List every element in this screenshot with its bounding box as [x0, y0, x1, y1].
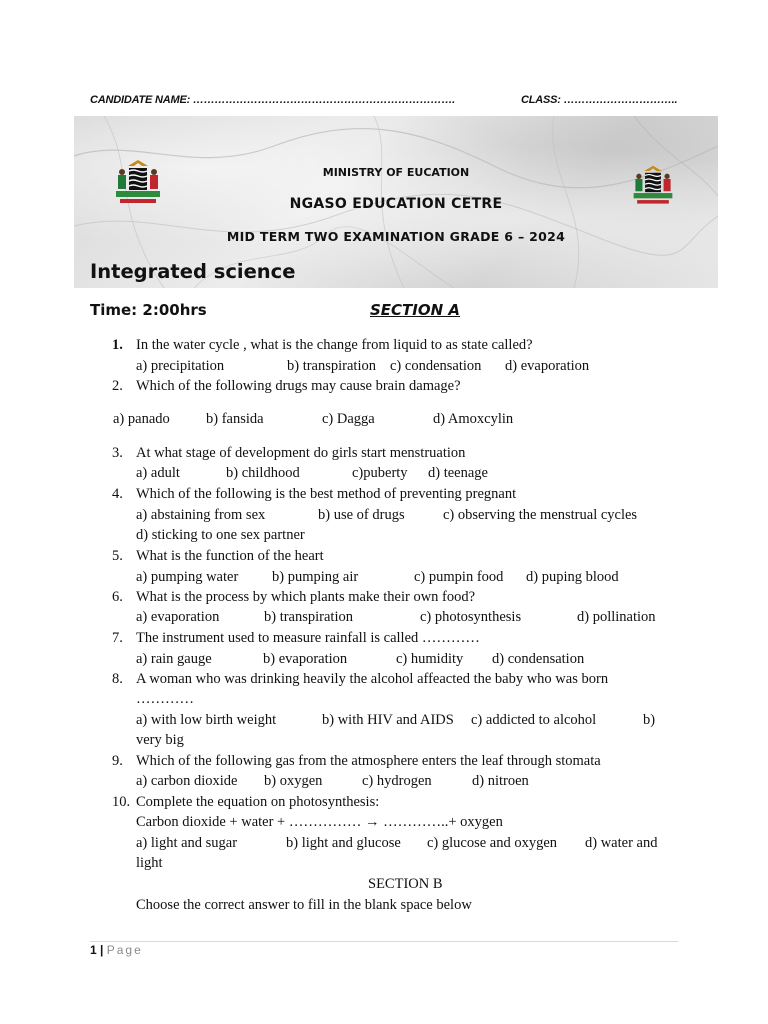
footer-separator: |: [100, 943, 104, 957]
question-text: Which of the following is the best method of preventing pregnant: [136, 486, 517, 502]
section-b-heading: SECTION B: [368, 876, 443, 892]
centre-title: NGASO EDUCATION CETRE: [289, 196, 503, 212]
option-a: a) carbon dioxide: [136, 773, 238, 789]
option-a: a) rain gauge: [136, 651, 212, 667]
option-d: d) nitroen: [472, 773, 529, 789]
question-text: What is the process by which plants make their own food?: [136, 589, 476, 605]
page-number: 1: [90, 943, 97, 957]
option-b: b) use of drugs: [318, 507, 405, 523]
option-c: c) observing the menstrual cycles: [443, 507, 638, 523]
option-b: b) oxygen: [264, 773, 323, 789]
section-a-heading: SECTION A: [370, 301, 461, 319]
question-text: Complete the equation on photosynthesis:: [136, 794, 380, 810]
question-text: What is the function of the heart: [136, 548, 324, 564]
class-label: CLASS: …………………………..: [521, 94, 678, 106]
page-footer: [90, 943, 143, 957]
option-a: a) light and sugar: [136, 835, 238, 851]
question-number: 8.: [112, 671, 123, 687]
equation-text: Carbon dioxide + water + …………… → …………..+ oxygen: [136, 814, 503, 830]
option-d: d) teenage: [428, 465, 488, 481]
option-a: a) pumping water: [136, 569, 239, 585]
question-text: In the water cycle , what is the change from liquid to as state called?: [136, 337, 533, 353]
question-text: Which of the following gas from the atmosphere enters the leaf through stomata: [136, 753, 601, 769]
footer-divider: [90, 941, 678, 942]
option-a: a) evaporation: [136, 609, 220, 625]
option-c: c) humidity: [396, 651, 464, 667]
question-number: 7.: [112, 630, 123, 646]
option-c: c) condensation: [390, 358, 482, 374]
option-a: a) precipitation: [136, 358, 225, 374]
option-c: c) Dagga: [322, 411, 375, 427]
option-d: d) sticking to one sex partner: [136, 527, 305, 543]
question-text-continued: …………: [136, 691, 194, 707]
option-d-prefix: d) water and: [585, 835, 658, 851]
candidate-info-row: [90, 94, 690, 106]
question-number: 1.: [112, 337, 123, 353]
option-d-prefix: b): [643, 712, 656, 728]
option-b: b) fansida: [206, 411, 264, 427]
question-text: A woman who was drinking heavily the alcohol affeacted the baby who was born: [136, 671, 609, 687]
question-text: Which of the following drugs may cause brain damage?: [136, 378, 461, 394]
candidate-name-label: CANDIDATE NAME: ……………………………………………………………….: [90, 94, 455, 106]
option-c: c)puberty: [352, 465, 408, 481]
option-d: d) pollination: [577, 609, 656, 625]
option-b: b) childhood: [226, 465, 300, 481]
option-c: c) glucose and oxygen: [427, 835, 558, 851]
option-d-text: light: [136, 855, 163, 871]
option-b: b) transpiration: [287, 358, 376, 374]
question-number: 3.: [112, 445, 123, 461]
option-c: c) photosynthesis: [420, 609, 522, 625]
option-d: d) puping blood: [526, 569, 619, 585]
option-b: b) pumping air: [272, 569, 359, 585]
option-a: a) panado: [113, 411, 170, 427]
option-a: a) with low birth weight: [136, 712, 277, 728]
option-b: b) with HIV and AIDS: [322, 712, 454, 728]
option-d: d) evaporation: [505, 358, 590, 374]
option-d: d) condensation: [492, 651, 585, 667]
ministry-title: MINISTRY OF EUCATION: [322, 166, 470, 179]
time-allowed: Time: 2:00hrs: [90, 301, 207, 319]
option-a: a) adult: [136, 465, 180, 481]
page-label: Page: [106, 943, 143, 957]
question-number: 2.: [112, 378, 123, 394]
question-number: 10.: [112, 794, 131, 810]
question-number: 4.: [112, 486, 123, 502]
option-c: c) pumpin food: [414, 569, 504, 585]
exam-title: MID TERM TWO EXAMINATION GRADE 6 – 2024: [226, 229, 566, 244]
option-d-text: very big: [136, 732, 184, 748]
question-number: 5.: [112, 548, 123, 564]
header-banner: [74, 116, 718, 288]
option-a: a) abstaining from sex: [136, 507, 266, 523]
option-c: c) hydrogen: [362, 773, 432, 789]
section-b-instruction: Choose the correct answer to fill in the blank space below: [136, 897, 472, 913]
option-b: b) light and glucose: [286, 835, 401, 851]
question-number: 6.: [112, 589, 123, 605]
option-d: d) Amoxcylin: [433, 411, 514, 427]
option-b: b) transpiration: [264, 609, 353, 625]
question-number: 9.: [112, 753, 123, 769]
question-text: The instrument used to measure rainfall is called …………: [136, 630, 480, 646]
question-text: At what stage of development do girls start menstruation: [136, 445, 466, 461]
option-c: c) addicted to alcohol: [471, 712, 597, 728]
option-b: b) evaporation: [263, 651, 348, 667]
subject-title: Integrated science: [90, 260, 296, 283]
